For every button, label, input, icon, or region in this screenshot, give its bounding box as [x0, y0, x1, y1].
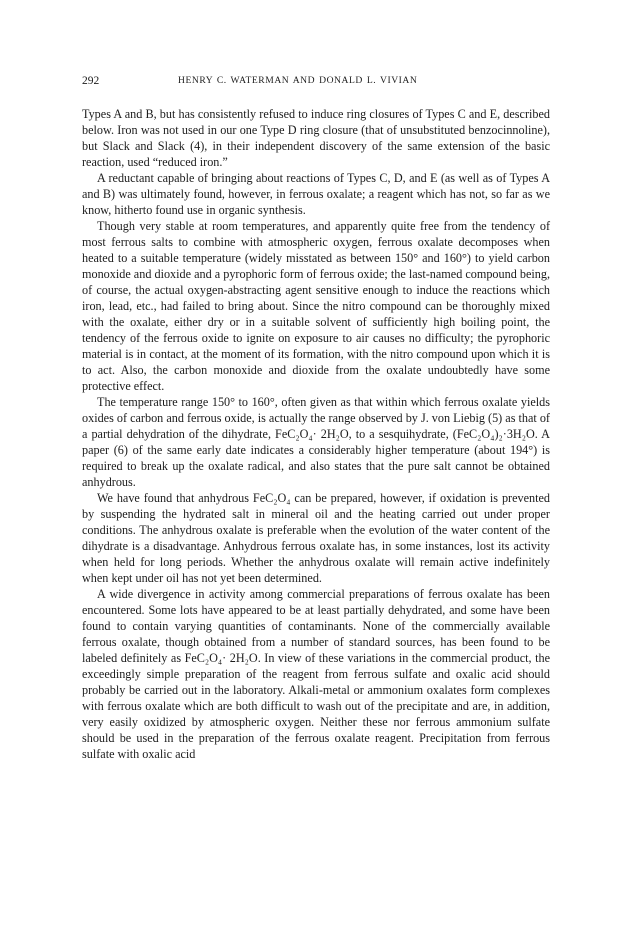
article-body — [82, 106, 550, 762]
page-number: 292 — [82, 75, 100, 87]
paragraph-3: Though very stable at room temperatures, and apparently quite free from the tendency of most ferrous salts to combine with atmospheric oxygen, ferrous oxalate decomposes when heated to a suitable temperature (widely misstated as between 150° and 160°) to yield carbon monoxide and dioxide and a pyrophoric form of ferrous oxide; the last-named compound being, of course, the actual oxygen-abstracting agent sensitive enough to induce the reactions which iron, lead, etc., had failed to bring about. Since the nitro compound can be thoroughly mixed with the oxalate, either dry or in a suitable solvent of sufficiently high boiling point, the tendency of the ferrous oxide to ignite on exposure to air causes no difficulty; the pyrophoric material is in contact, at the moment of its formation, with the nitro compound upon which it is to act. Also, the carbon monoxide and dioxide from the oxalate undoubtedly have some protective effect. — [82, 219, 550, 393]
paragraph-5: We have found that anhydrous FeC₂O₄ can be prepared, however, if oxidation is prevented by suspending the hydrated salt in mineral oil and the heating carried out under proper conditions. The anhydrous oxalate is preferable when the evolution of the water content of the dihydrate is a disadvantage. Anhydrous ferrous oxalate has, in some instances, lost its activity when held for long periods. Whether the anhydrous oxalate will remain active indefinitely when kept under oil has not yet been determined. — [82, 491, 550, 585]
running-head: HENRY C. WATERMAN AND DONALD L. VIVIAN — [178, 75, 418, 86]
paragraph-4: The temperature range 150° to 160°, often given as that within which ferrous oxalate yields oxides of carbon and ferrous oxide, is actually the range observed by J. von Liebig (5) as that of a partial dehydration of the dihydrate, FeC₂O₄· 2H₂O, to a sesquihydrate, (FeC₂O₄)₂·3H₂O. A paper (6) of the same early date indicates a considerably higher temperature (about 194°) is required to break up the oxalate radical, and also states that the pure salt cannot be obtained anhydrous. — [82, 395, 550, 489]
paragraph-6: A wide divergence in activity among commercial preparations of ferrous oxalate has been encountered. Some lots have appeared to be at least partially dehydrated, and some have been found to contain varying quantities of contaminants. None of the commercially available ferrous oxalate, though obtained from a number of standard sources, has been found to be labeled definitely as FeC₂O₄· 2H₂O. In view of these variations in the commercial product, the exceedingly simple preparation of the reagent from ferrous sulfate and oxalic acid should probably be carried out in the laboratory. Alkali-metal or ammonium oxalates form complexes with ferrous oxalate which are both difficult to wash out of the precipitate and are, in addition, very easily oxidized by atmospheric oxygen. Neither these nor ferrous ammonium sulfate should be used in the preparation of the ferrous oxalate reagent. Precipitation from ferrous sulfate with oxalic acid — [82, 587, 550, 761]
paragraph-2: A reductant capable of bringing about reactions of Types C, D, and E (as well as of Types A and B) was ultimately found, however, in ferrous oxalate; a reagent which has not, so far as we know, hitherto found use in organic synthesis. — [82, 171, 550, 217]
paragraph-1: Types A and B, but has consistently refused to induce ring closures of Types C and E, described below. Iron was not used in our one Type D ring closure (that of unsubstituted benzocinnoline), but Slack and Slack (4), in their independent discovery of the same extension of the basic reaction, used “reduced iron.” — [82, 107, 550, 169]
page-header — [82, 73, 550, 89]
